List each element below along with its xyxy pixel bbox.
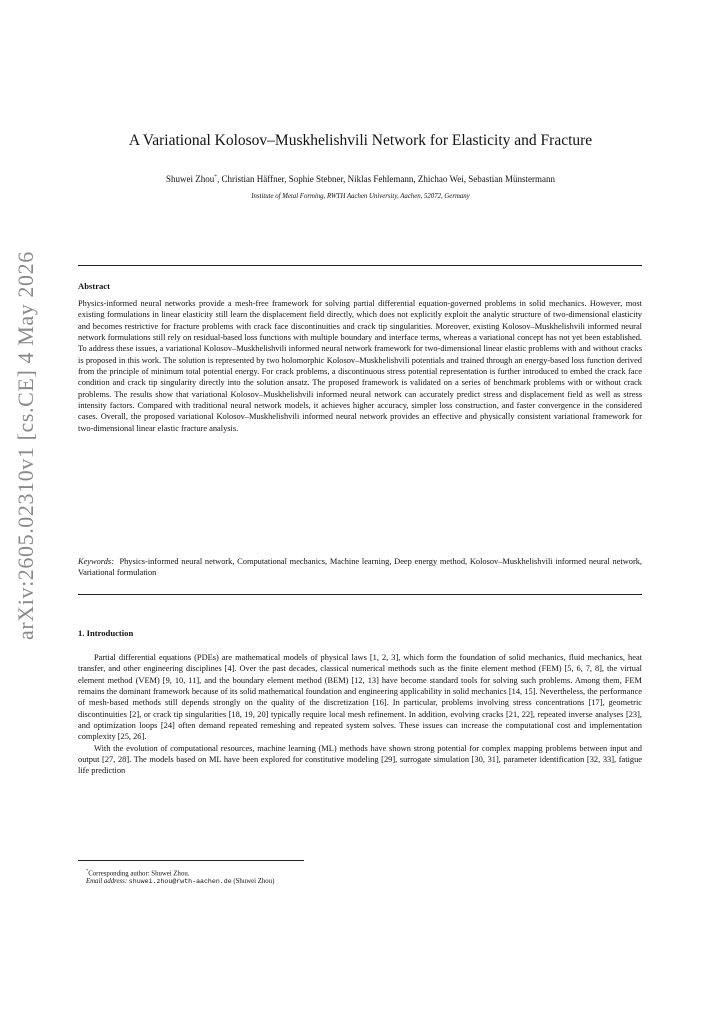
footnote-email	[86, 877, 274, 886]
author-list	[0, 174, 721, 184]
footnote-rule	[78, 860, 304, 861]
keywords-block	[78, 556, 642, 579]
paragraph: With the evolution of computational resources, machine learning (ML) methods have shown strong potential for complex mapping problems between input and output [27, 28]. The models based on ML have been explored for constitutive modeling [29], surrogate simulation [30, 31], parameter identification [32, 33], fatigue life prediction	[78, 743, 642, 776]
section-heading-introduction: 1. Introduction	[78, 628, 134, 638]
email-link[interactable]: shuwei.zhou@rwth-aachen.de	[128, 878, 232, 885]
footnote-text: Corresponding author: Shuwei Zhou.	[88, 870, 190, 878]
paragraph: Partial differential equations (PDEs) are mathematical models of physical laws [1, 2, 3], which form the foundation of solid mechanics, fluid mechanics, heat transfer, and other engineering disciplines [4]. Over the past decades, classical numerical methods such as the finite element method (FEM) [5, 6, 7, 8], the virtual element method (VEM) [9, 10, 11], and the boundary element method (BEM) [12, 13] have become standard tools for solving such problems. Among them, FEM remains the dominant framework because of its solid mathematical foundation and engineering applicability in solid mechanics [14, 15]. Nevertheless, the performance of mesh-based methods still depends strongly on the quality of the discretization [16]. In particular, problems involving stress concentrations [17], geometric discontinuities [2], or crack tip singularities [18, 19, 20] typically require local mesh refinement. In addition, evolving cracks [21, 22], repeated inverse analyses [23], and optimization loops [24] often demand repeated remeshing and repeated system solves. These issues can increase the computational cost and implementation complexity [25, 26].	[78, 653, 642, 742]
abstract-top-rule	[78, 265, 642, 266]
first-author: Shuwei Zhou	[166, 174, 215, 184]
corresponding-mark: *	[214, 174, 218, 180]
abstract-heading: Abstract	[78, 281, 110, 291]
introduction-body	[78, 652, 642, 777]
keywords-list: Physics-informed neural network, Computational mechanics, Machine learning, Deep energy method, Kolosov–Muskhelishvili informed neural network, Variational formulation	[78, 557, 643, 578]
keywords-label: Keywords:	[78, 557, 114, 566]
arxiv-identifier-stamp: arXiv:2605.02310v1 [cs.CE] 4 May 2026	[13, 251, 38, 640]
email-owner: (Shuwei Zhou)	[231, 878, 275, 885]
email-label: Email address:	[86, 878, 128, 885]
paper-title: A Variational Kolosov–Muskhelishvili Network for Elasticity and Fracture	[128, 132, 593, 149]
abstract-bottom-rule	[78, 594, 642, 595]
other-authors: , Christian Häffner, Sophie Stebner, Niklas Fehlemann, Zhichao Wei, Sebastian Münstermann	[217, 174, 555, 184]
affiliation: Institute of Metal Forming, RWTH Aachen University, Aachen, 52072, Germany	[251, 193, 470, 200]
abstract-body: Physics-informed neural networks provide a mesh-free framework for solving partial differential equation-governed problems in solid mechanics. However, most existing formulations in linear elasticity still learn the displacement field directly, which does not explicitly exploit the analytic structure of two-dimensional elasticity and becomes restrictive for fracture problems with crack face discontinuities and crack tip singularities. Moreover, existing Kolosov–Muskhelishvili informed neural network formulations still rely on residual-based loss functions with multiple boundary and interface terms, whereas a variational concept has not yet been established. To address these issues, a variational Kolosov–Muskhelishvili informed neural network framework for two-dimensional linear elastic problems with and without cracks is proposed in this work. The solution is represented by two holomorphic Kolosov–Muskhelishvili potentials and trained through an energy-based loss function derived from the principle of minimum total potential energy. For crack problems, a discontinuous stress potential representation is further introduced to embed the crack face condition and crack tip singularity directly into the solution ansatz. The proposed framework is validated on a series of benchmark problems with or without crack problems. The results show that variational Kolosov–Muskhelishvili informed neural network can accurately predict stress and displacement field as well as stress intensity factors. Compared with traditional neural network models, it achieves higher accuracy, simpler loss construction, and faster convergence in the considered cases. Overall, the proposed variational Kolosov–Muskhelishvili informed neural network provides an effective and physically consistent variational framework for two-dimensional linear elastic fracture analysis.	[78, 299, 642, 433]
footnote-mark: *	[86, 868, 89, 873]
